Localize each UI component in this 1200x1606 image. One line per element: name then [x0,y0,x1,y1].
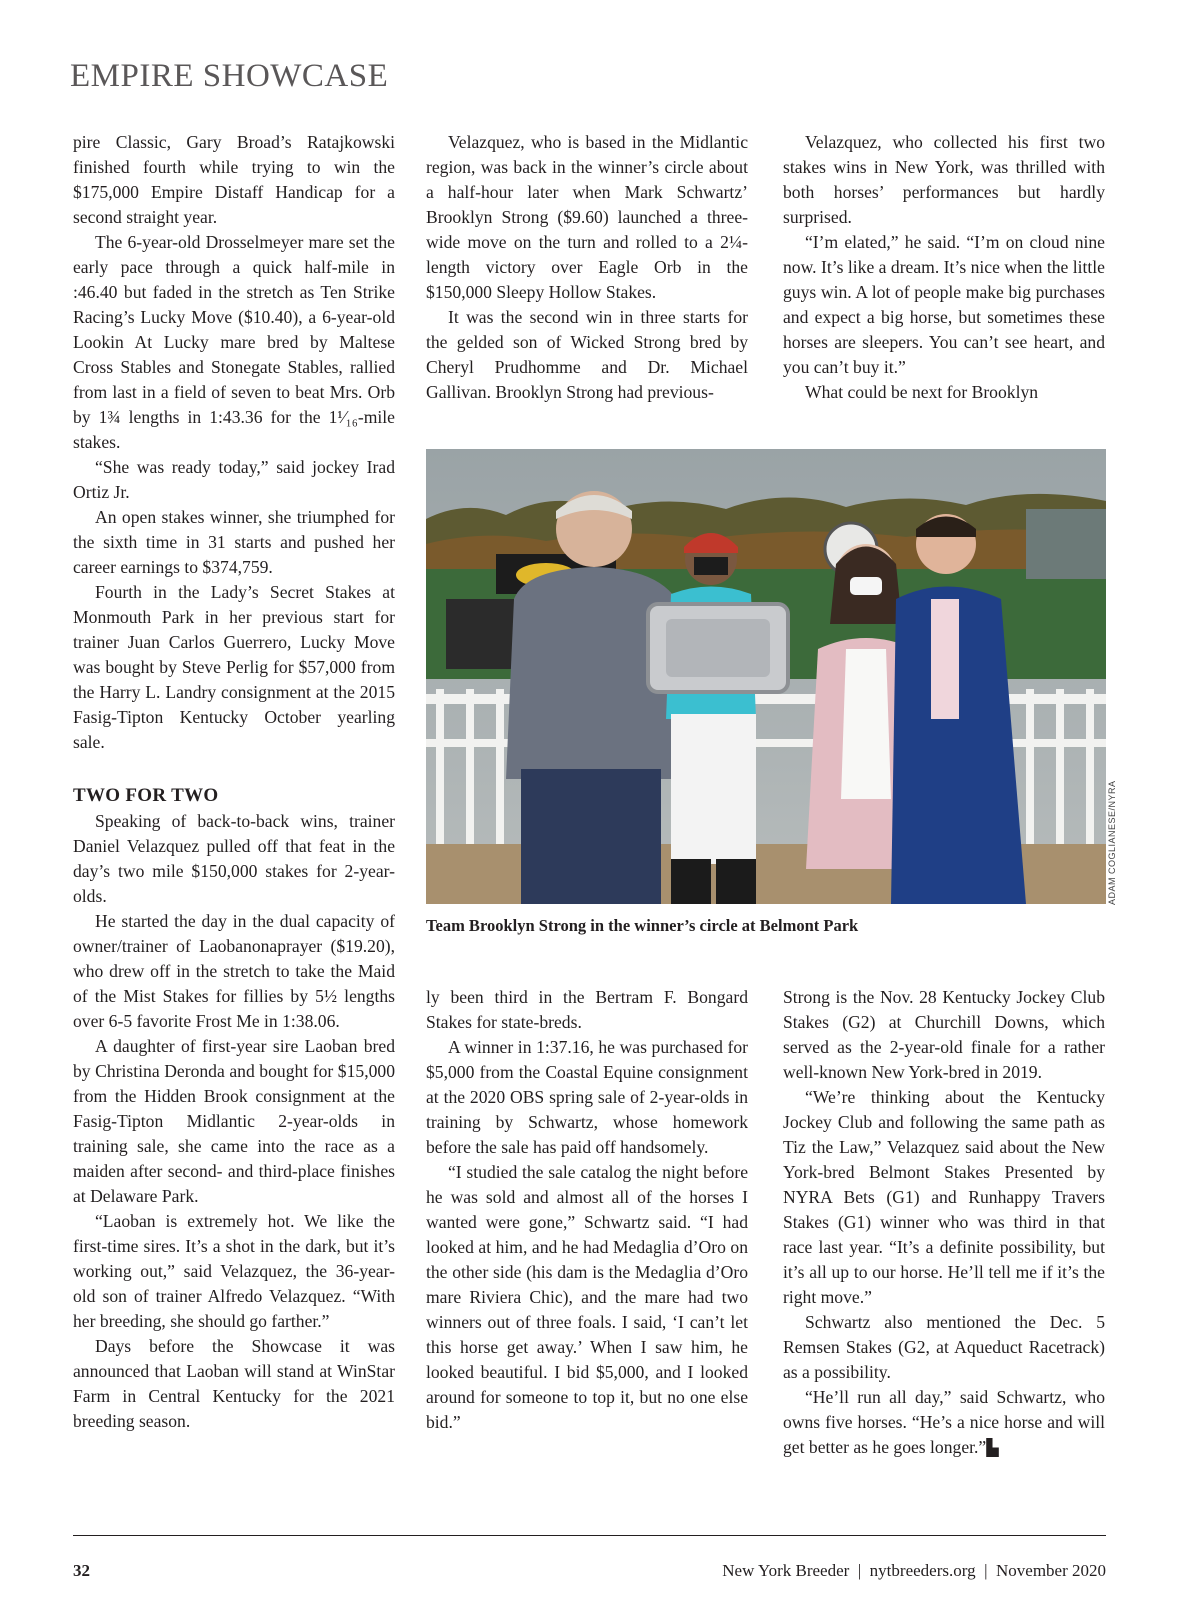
horse-end-mark-icon: ▙ [986,1438,999,1457]
last-paragraph-text: “He’ll run all day,” said Schwartz, who owns five horses. “He’s a nice horse and will get better as he goes longer.” [783,1387,1105,1457]
paragraph: He started the day in the dual capacity of owner/trainer of Laobanonaprayer ($19.20), who drew off in the stretch to take the Maid of the Mist Stakes for fillies by 5½ lengths over 6-5 favorite Frost Me in 1:38.06. [73,911,395,1031]
paragraph: “She was ready today,” said jockey Irad Ortiz Jr. [73,457,395,502]
article-column-1 [73,130,395,1434]
paragraph: A daughter of first-year sire Laoban bred by Christina Deronda and bought for $15,000 from the Hidden Brook consignment at the Fasig-Tipton Midlantic 2-year-olds in training sale, she came into the race as a maiden after second- and third-place finishes at Delaware Park. [73,1036,395,1206]
winners-circle-photo [426,449,1106,904]
paragraph: Days before the Showcase it was announced that Laoban will stand at WinStar Farm in Central Kentucky for the 2021 breeding season. [73,1336,395,1431]
paragraph: Velazquez, who is based in the Midlantic region, was back in the winner’s circle about a half-hour later when Mark Schwartz’ Brooklyn Strong ($9.60) launched a three-wide move on the turn and rolled to a 2¼-length victory over Eagle Orb in the $150,000 Sleepy Hollow Stakes. [426,132,748,302]
paragraph: What could be next for Brooklyn [805,382,1039,402]
article-column-3-continued [783,985,1105,1460]
paragraph: “I’m elated,” he said. “I’m on cloud nine now. It’s like a dream. It’s nice when the little guys win. A lot of people make big purchases and expect a big horse, but sometimes these horses are sleepers. You can’t see heart, and you can’t buy it.” [783,232,1105,377]
paragraph: The 6-year-old Drosselmeyer mare set the early pace through a quick half-mile in :46.40 but faded in the stretch as Ten Strike Racing’s Lucky Move ($10.40), a 6-year-old Lookin At Lucky mare bred by Maltese Cross Stables and Stonegate Stables, rallied from last in a field of seven to beat Mrs. Orb by 1¾ lengths in 1:43.36 for the 1¹⁄₁₆-mile stakes. [73,232,395,452]
photo-caption: Team Brooklyn Strong in the winner’s circle at Belmont Park [426,916,859,935]
section-header: EMPIRE SHOWCASE [70,58,389,94]
paragraph: It was the second win in three starts for the gelded son of Wicked Strong bred by Cheryl Prudhomme and Dr. Michael Gallivan. Brooklyn Strong had previous- [426,307,748,402]
paragraph: Velazquez, who collected his first two stakes wins in New York, was thrilled with both horses’ performances but hardly surprised. [783,132,1105,227]
paragraph: “We’re thinking about the Kentucky Jockey Club and following the same path as Tiz the Law,” Velazquez said about the New York-bred Belmont Stakes Presented by NYRA Bets (G1) and Runhappy Travers Stakes (G1) winner who was third in that race last year. “It’s a definite possibility, but it’s all up to our horse. He’ll tell me if it’s the right move.” [783,1087,1105,1307]
paragraph: Speaking of back-to-back wins, trainer Daniel Velazquez pulled off that feat in the day’s two mile $150,000 stakes for 2-year-olds. [73,811,395,906]
subheading: TWO FOR TWO [73,785,219,806]
paragraph: A winner in 1:37.16, he was purchased for $5,000 from the Coastal Equine consignment at the 2020 OBS spring sale of 2-year-olds in training by Schwartz, whose homework before the sale has paid off handsomely. [426,1037,748,1157]
paragraph: pire Classic, Gary Broad’s Ratajkowski finished fourth while trying to win the $175,000 Empire Distaff Handicap for a second straight year. [73,132,395,227]
page-number: 32 [73,1561,90,1580]
paragraph: An open stakes winner, she triumphed for the sixth time in 31 starts and pushed her career earnings to $374,759. [73,507,395,577]
paragraph: Schwartz also mentioned the Dec. 5 Remsen Stakes (G2, at Aqueduct Racetrack) as a possibility. [783,1312,1105,1382]
footer-rule [73,1535,1106,1536]
paragraph [783,1385,1105,1460]
paragraph: Fourth in the Lady’s Secret Stakes at Monmouth Park in her previous start for trainer Juan Carlos Guerrero, Lucky Move was bought by Steve Perlig for $57,000 from the Harry L. Landry consignment at the 2015 Fasig-Tipton Kentucky October yearling sale. [73,582,395,752]
article-column-3 [783,130,1105,405]
publication-footer: New York Breeder | nytbreeders.org | November 2020 [722,1561,1106,1580]
paragraph: “I studied the sale catalog the night before he was sold and almost all of the horses I wanted were gone,” Schwartz said. “I had looked at him, and he had Medaglia d’Oro on the other side (his dam is the Medaglia d’Oro mare Riviera Chic), and the mare had two winners out of three foals. I said, ‘I can’t let this horse get away.’ When I saw him, he looked beautiful. I bid $5,000, and I looked around for someone to top it, but no one else bid.” [426,1162,748,1432]
paragraph: “Laoban is extremely hot. We like the first-time sires. It’s a shot in the dark, but it’s working out,” said Velazquez, the 36-year-old son of trainer Alfredo Velazquez. “With her breeding, she should go farther.” [73,1211,395,1331]
paragraph: ly been third in the Bertram F. Bongard Stakes for state-breds. [426,987,748,1032]
photo-illustration [426,449,1106,904]
photo-credit: ADAM COGLIANESE/NYRA [1107,780,1117,905]
paragraph: Strong is the Nov. 28 Kentucky Jockey Club Stakes (G2) at Churchill Downs, which served as the 2-year-old finale for a rather well-known New York-bred in 2019. [783,987,1105,1082]
article-column-2-continued [426,985,748,1435]
article-column-2 [426,130,748,405]
